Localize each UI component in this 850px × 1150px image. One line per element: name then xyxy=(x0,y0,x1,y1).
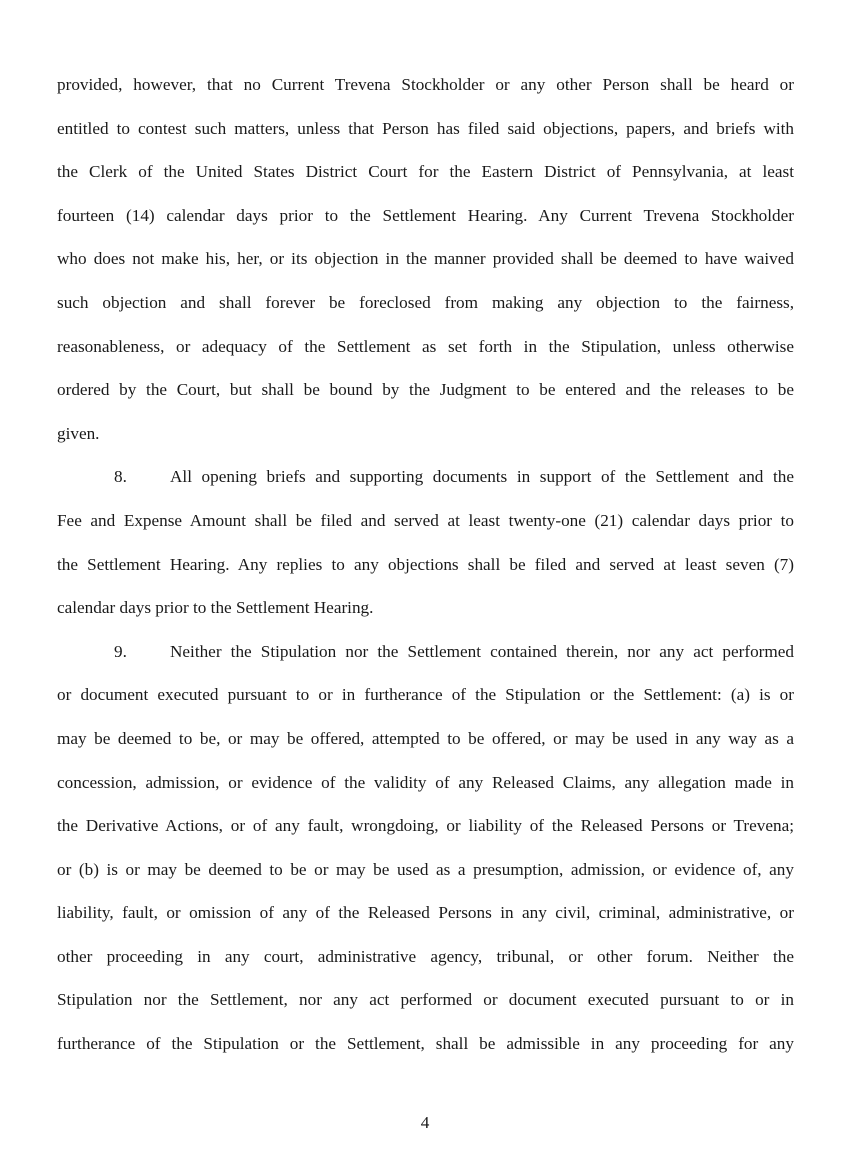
text-line: ordered by the Court, but shall be bound by the Judgment to be entered and the releases to be xyxy=(57,380,794,400)
paragraph-first-line xyxy=(57,630,794,674)
text-line: concession, admission, or evidence of the validity of any Released Claims, any allegation made in xyxy=(57,772,794,792)
text-line: or (b) is or may be deemed to be or may be used as a presumption, admission, or evidence of, any xyxy=(57,859,794,879)
text-line: or document executed pursuant to or in furtherance of the Stipulation or the Settlement: (a) is or xyxy=(57,685,794,705)
text-line: Neither the Stipulation nor the Settlement contained therein, nor any act performed xyxy=(170,641,794,661)
text-line: the Settlement Hearing. Any replies to any objections shall be filed and served at least seven (7) xyxy=(57,554,794,574)
text-line: Stipulation nor the Settlement, nor any act performed or document executed pursuant to or in xyxy=(57,990,794,1010)
text-line: given. xyxy=(57,423,100,443)
text-line: All opening briefs and supporting documents in support of the Settlement and the xyxy=(170,467,794,487)
text-line: other proceeding in any court, administrative agency, tribunal, or other forum. Neither the xyxy=(57,946,794,966)
text-line: Fee and Expense Amount shall be filed and served at least twenty-one (21) calendar days prior to xyxy=(57,510,794,530)
page-number: 4 xyxy=(420,1113,430,1132)
text-line: liability, fault, or omission of any of the Released Persons in any civil, criminal, administrative, or xyxy=(57,903,794,923)
text-line: calendar days prior to the Settlement Hearing. xyxy=(57,598,374,618)
text-line: who does not make his, her, or its objection in the manner provided shall be deemed to have waived xyxy=(57,249,794,269)
paragraph-9 xyxy=(57,630,794,1066)
paragraph-continuation xyxy=(57,63,794,455)
text-line: may be deemed to be, or may be offered, attempted to be offered, or may be used in any way as a xyxy=(57,728,794,748)
text-line: provided, however, that no Current Trevena Stockholder or any other Person shall be heard or xyxy=(57,75,794,94)
text-line: furtherance of the Stipulation or the Settlement, shall be admissible in any proceeding for any xyxy=(57,1034,794,1054)
paragraph-first-line xyxy=(57,455,794,499)
document-body xyxy=(57,63,794,1066)
text-line: entitled to contest such matters, unless that Person has filed said objections, papers, and briefs with xyxy=(57,118,794,138)
text-line: the Derivative Actions, or of any fault, wrongdoing, or liability of the Released Persons or Trevena; xyxy=(57,816,794,836)
text-line: fourteen (14) calendar days prior to the Settlement Hearing. Any Current Trevena Stockholder xyxy=(57,205,794,225)
paragraph-number: 9. xyxy=(114,641,127,661)
text-line: such objection and shall forever be foreclosed from making any objection to the fairness, xyxy=(57,292,794,312)
text-line: reasonableness, or adequacy of the Settlement as set forth in the Stipulation, unless otherwise xyxy=(57,336,794,356)
paragraph-8 xyxy=(57,455,794,629)
text-line: the Clerk of the United States District Court for the Eastern District of Pennsylvania, at least xyxy=(57,162,794,182)
paragraph-number: 8. xyxy=(114,467,127,487)
